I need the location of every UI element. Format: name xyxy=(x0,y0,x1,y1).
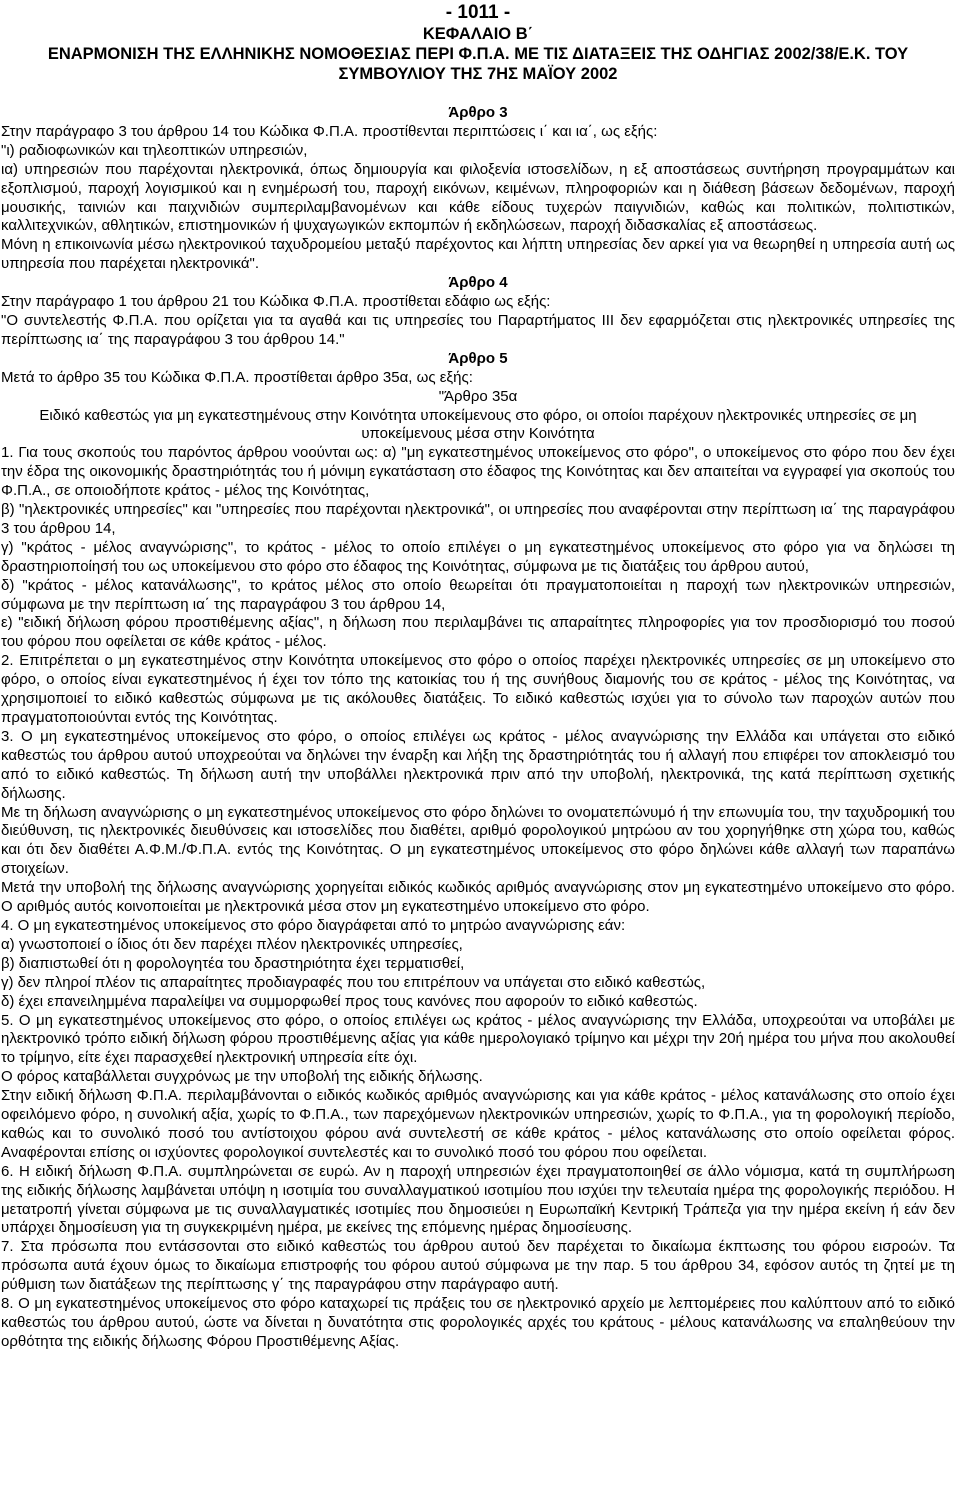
paragraph-5-declaration: Στην ειδική δήλωση Φ.Π.Α. περιλαμβάνονται ο ειδικός κωδικός αριθμός αναγνώρισης και για κάθε κράτος - μέλος κατανάλωσης στο οποίο έχει οφειλόμενο φόρο, η συνολική αξία, χωρίς το Φ.Π.Α., των παρεχόμενων ηλεκτρονικών υπηρεσιών, χωρίς το Φ.Π.Α., για τη φορολογική περίοδο, καθώς και το συνολικό ποσό του αντίστοιχου φόρου ανά συντελεστή σε κάθε κράτος - μέλος κατανάλωσης στο οποίο οφείλεται φόρος. Αναφέρονται επίσης οι ισχύοντες φορολογικοί συντελεστές και το συνολικό ποσό του φόρου που οφείλεται. xyxy=(1,1087,955,1161)
paragraph-1-e: ε) "ειδική δήλωση φόρου προστιθέμενης αξίας", η δήλωση που περιλαμβάνει τις απαραίτητες πληροφορίες για τον προσδιορισμό του ποσού του φόρου που οφείλεται σε κάθε κράτος - μέλος. xyxy=(1,614,955,651)
paragraph-1-b: β) "ηλεκτρονικές υπηρεσίες" και "υπηρεσίες που παρέχονται ηλεκτρονικά", οι υπηρεσίες που αναφέρονται στην περίπτωση ια΄ της παραγράφου 3 του άρθρου 14, xyxy=(1,501,955,537)
article-3-intro: Στην παράγραφο 3 του άρθρου 14 του Κώδικα Φ.Π.Α. προστίθενται περιπτώσεις ι΄ και ια΄, ως εξής: xyxy=(1,122,658,140)
paragraph-5-payment: Ο φόρος καταβάλλεται συγχρόνως με την υποβολή της ειδικής δήλωσης. xyxy=(1,1068,483,1086)
paragraph-1-d: δ) "κράτος - μέλος κατανάλωσης", το κράτος μέλος στο οποίο θεωρείται ότι πραγματοποιείται η παροχή των ηλεκτρονικών υπηρεσιών, σύμφωνα με την περίπτωση ια΄ της παραγράφου 3 του άρθρου 14, xyxy=(1,576,955,613)
paragraph-3-registration: Με τη δήλωση αναγνώρισης ο μη εγκατεστημένος υποκείμενος στο φόρο δηλώνει το ονοματεπώνυμό ή την επωνυμία του, την ταχυδρομική του διεύθυνση, τις ηλεκτρονικές διευθύνσεις και ιστοσελίδες που διαθέτει, αριθμό φορολογικού μητρώου αν του χορηγήθηκε στη χώρα του, καθώς και ότι δεν διαθέτει Α.Φ.Μ./Φ.Π.Α. εντός της Κοινότητας. Ο μη εγκατεστημένος υποκείμενος στο φόρο δηλώνει κάθε αλλαγή των παραπάνω στοιχείων. xyxy=(1,803,955,878)
paragraph-1-c: γ) "κράτος - μέλος αναγνώρισης", το κράτος - μέλος το οποίο επιλέγει ο μη εγκατεστημένος υποκείμενος στο φόρο για να δηλώσει τη δραστηριοποίησή του ως υποκείμενου στο φόρο στο έδαφος της Κοινότητας, σύμφωνα με τις διατάξεις του άρθρου αυτού, xyxy=(1,538,955,575)
article-5-intro: Μετά το άρθρο 35 του Κώδικα Φ.Π.Α. προστίθεται άρθρο 35α, ως εξής: xyxy=(1,368,473,386)
chapter-heading: ΚΕΦΑΛΑΙΟ Β΄ xyxy=(422,25,534,43)
paragraph-4-b: β) διαπιστωθεί ότι η φορολογητέα του δραστηριότητα έχει τερματισθεί, xyxy=(1,954,465,972)
paragraph-6: 6. Η ειδική δήλωση Φ.Π.Α. συμπληρώνεται σε ευρώ. Αν η παροχή υπηρεσιών έχει πραγματοποιηθεί σε άλλο νόμισμα, κατά τη συμπλήρωση της ειδικής δήλωσης λαμβάνεται υπόψη η ισοτιμία του συναλλαγματικού ισοτιμίου που ισχύει την τελευταία ημέρα της φορολογικής περιόδου. Η μετατροπή γίνεται σύμφωνα με τις συναλλαγματικές ισοτιμίες που δημοσιεύει η Ευρωπαϊκή Κεντρική Τράπεζα για την ημέρα εκείνη ή εάν δεν υπάρχει δημοσίευση για τη συγκεκριμένη ημέρα, με εκείνες της επόμενης ημέρας δημοσίευσης. xyxy=(1,1162,955,1237)
paragraph-7: 7. Στα πρόσωπα που εντάσσονται στο ειδικό καθεστώς του άρθρου αυτού δεν παρέχεται το δικαίωμα έκπτωσης του φόρου εισροών. Τα πρόσωπα αυτά έχουν όμως το δικαίωμα επιστροφής του φόρου αυτού σύμφωνα με την παρ. 5 του άρθρου 34, εφόσον αυτός τη ζητεί με τη ρύθμιση των διατάξεων της περίπτωσης γ΄ της παραγράφου στην παράγραφο αυτή. xyxy=(1,1238,955,1294)
page-number: - 1011 - xyxy=(445,2,511,23)
article-3-item-ia: ια) υπηρεσιών που παρέχονται ηλεκτρονικά, όπως δημιουργία και φιλοξενία ιστοσελίδων, η εξ αποστάσεως συντήρηση προγραμμάτων και εξοπλισμού, παροχή λογισμικού και η ενημέρωσή του, παροχή εικόνων, κειμένων, πληροφοριών και η διάθεση βάσεων δεδομένων, παροχή μουσικής, ταινιών και παιχνιδιών συμπεριλαμβανομένων και κάθε είδους τυχερών παιγνιδιών, καθώς και πολιτικών, πολιτιστικών, καλλιτεχνικών, αθλητικών, επιστημονικών ή ψυχαγωγικών εκπομπών ή εκδηλώσεων, παροχή διδασκαλίας εξ αποστάσεως. xyxy=(1,160,955,235)
article-4-intro: Στην παράγραφο 1 του άρθρου 21 του Κώδικα Φ.Π.Α. προστίθεται εδάφιο ως εξής: xyxy=(1,293,551,311)
paragraph-3: 3. Ο μη εγκατεστημένος υποκείμενος στο φόρο, ο οποίος επιλέγει ως κράτος - μέλος αναγνώρισης την Ελλάδα και υπάγεται στο ειδικό καθεστώς του άρθρου αυτού υποχρεούται να δηλώνει την έναρξη και λήξη της δραστηριότητάς του ή αλλαγή που επιφέρει τον αποκλεισμό του από το ειδικό καθεστώς. Τη δήλωση αυτή την υποβάλλει ηλεκτρονικά πριν από την υποβολή, ηλεκτρονικά, της κατά περίπτωση σχετικής δήλωσης. xyxy=(1,727,955,802)
article-3-heading: Άρθρο 3 xyxy=(448,104,508,121)
paragraph-8: 8. Ο μη εγκατεστημένος υποκείμενος στο φόρο καταχωρεί τις πράξεις του σε ηλεκτρονικό αρχείο με λεπτομέρειες που καλύπτουν από το ειδικό καθεστώς του άρθρου αυτού, ώστε να δίνεται η δυνατότητα στις φορολογικές αρχές του κράτους - μέλους κατανάλωσης να επαληθεύουν την ορθότητα της ειδικής δήλωσης Φόρου Προστιθέμενης Αξίας. xyxy=(1,1295,955,1350)
article-5-heading: Άρθρο 5 xyxy=(448,349,508,367)
article-35a-heading: "Άρθρο 35α xyxy=(438,387,518,405)
article-3-email-note: Μόνη η επικοινωνία μέσω ηλεκτρονικού ταχυδρομείου μεταξύ παρέχοντος και λήπτη υπηρεσίας δεν αρκεί για να θεωρηθεί η υπηρεσία αυτή ως υπηρεσία που παρέχεται ηλεκτρονικά". xyxy=(1,236,955,273)
paragraph-2: 2. Επιτρέπεται ο μη εγκατεστημένος στην Κοινότητα υποκείμενος στο φόρο ο οποίος παρέχει ηλεκτρονικές υπηρεσίες σε μη υποκείμενο στο φόρο, ο οποίος είναι εγκατεστημένος ή έχει τον τόπο της κατοικίας του ή της συνήθους διαμονής του σε κράτος - μέλος της Κοινότητας, να χρησιμοποιεί το ειδικό καθεστώς σύμφωνα με τις ακόλουθες διατάξεις. Το ειδικό καθεστώς ισχύει για το σύνολο των παροχών αυτών που πραγματοποιούνται εντός της Κοινότητας. xyxy=(1,652,955,726)
article-4-text: "Ο συντελεστής Φ.Π.Α. που ορίζεται για τα αγαθά και τις υπηρεσίες του Παραρτήματος ΙΙΙ δεν εφαρμόζεται στις ηλεκτρονικές υπηρεσίες της περίπτωσης ια΄ της παραγράφου 3 του άρθρου 14." xyxy=(1,311,955,348)
paragraph-5: 5. Ο μη εγκατεστημένος υποκείμενος στο φόρο, ο οποίος επιλέγει ως κράτος - μέλος αναγνώρισης την Ελλάδα, υποχρεούται να υποβάλει με ηλεκτρονικό τρόπο ειδική δήλωση φόρου προστιθέμενης αξίας για κάθε ημερολογιακό τρίμηνο και μέχρι την 20ή ημέρα του μήνα που ακολουθεί το τρίμηνο, είτε έχει παρασχεθεί ηλεκτρονική υπηρεσία είτε όχι. xyxy=(1,1011,955,1067)
article-35a-subtitle: Ειδικό καθεστώς για μη εγκατεστημένους στην Κοινότητα υποκείμενους στο φόρο, οι οποίοι παρέχουν ηλεκτρονικές υπηρεσίες σε μη υποκείμενους μέσα στην Κοινότητα xyxy=(39,406,917,443)
paragraph-4-d: δ) έχει επανειλημμένα παραλείψει να συμμορφωθεί προς τους κανόνες που αφορούν το ειδικό καθεστώς. xyxy=(1,992,698,1010)
paragraph-4-a: α) γνωστοποιεί ο ίδιος ότι δεν παρέχει πλέον ηλεκτρονικές υπηρεσίες, xyxy=(1,935,463,953)
paragraph-4-c: γ) δεν πληροί πλέον τις απαραίτητες προδιαγραφές που του επιτρέπουν να υπάγεται στο ειδικό καθεστώς, xyxy=(1,973,706,991)
article-3-item-i: "ι) ραδιοφωνικών και τηλεοπτικών υπηρεσιών, xyxy=(1,141,308,159)
article-4-heading: Άρθρο 4 xyxy=(448,274,508,292)
paragraph-3-id-number: Μετά την υποβολή της δήλωσης αναγνώρισης χορηγείται ειδικός κωδικός αριθμός αναγνώρισης στον μη εγκατεστημένο υποκείμενο στο φόρο. Ο αριθμός αυτός κοινοποιείται με ηλεκτρονικά μέσα στον μη εγκατεστημένο υποκείμενο στο φόρο. xyxy=(1,879,955,916)
chapter-title: ΕΝΑΡΜΟΝΙΣΗ ΤΗΣ ΕΛΛΗΝΙΚΗΣ ΝΟΜΟΘΕΣΙΑΣ ΠΕΡΙ Φ.Π.Α. ΜΕ ΤΙΣ ΔΙΑΤΑΞΕΙΣ ΤΗΣ ΟΔΗΓΙΑΣ 2002/38/Ε.Κ. ΤΟΥ ΣΥΜΒΟΥΛΙΟΥ ΤΗΣ 7ΗΣ ΜΑΪΟΥ 2002 xyxy=(47,45,909,83)
paragraph-4: 4. Ο μη εγκατεστημένος υποκείμενος στο φόρο διαγράφεται από το μητρώο αναγνώρισης εάν: xyxy=(1,916,626,934)
paragraph-1: 1. Για τους σκοπούς του παρόντος άρθρου νοούνται ως: α) "μη εγκατεστημένος υποκείμενος στο φόρο", ο υποκείμενος στο φόρο που δεν έχει την έδρα της οικονομικής δραστηριότητάς του ή μόνιμη εγκατάσταση στο έδαφος της Κοινότητας και δεν απαιτείται να εγγραφεί για σκοπούς του Φ.Π.Α., σε οποιοδήποτε κράτος - μέλος της Κοινότητας, xyxy=(1,444,955,500)
